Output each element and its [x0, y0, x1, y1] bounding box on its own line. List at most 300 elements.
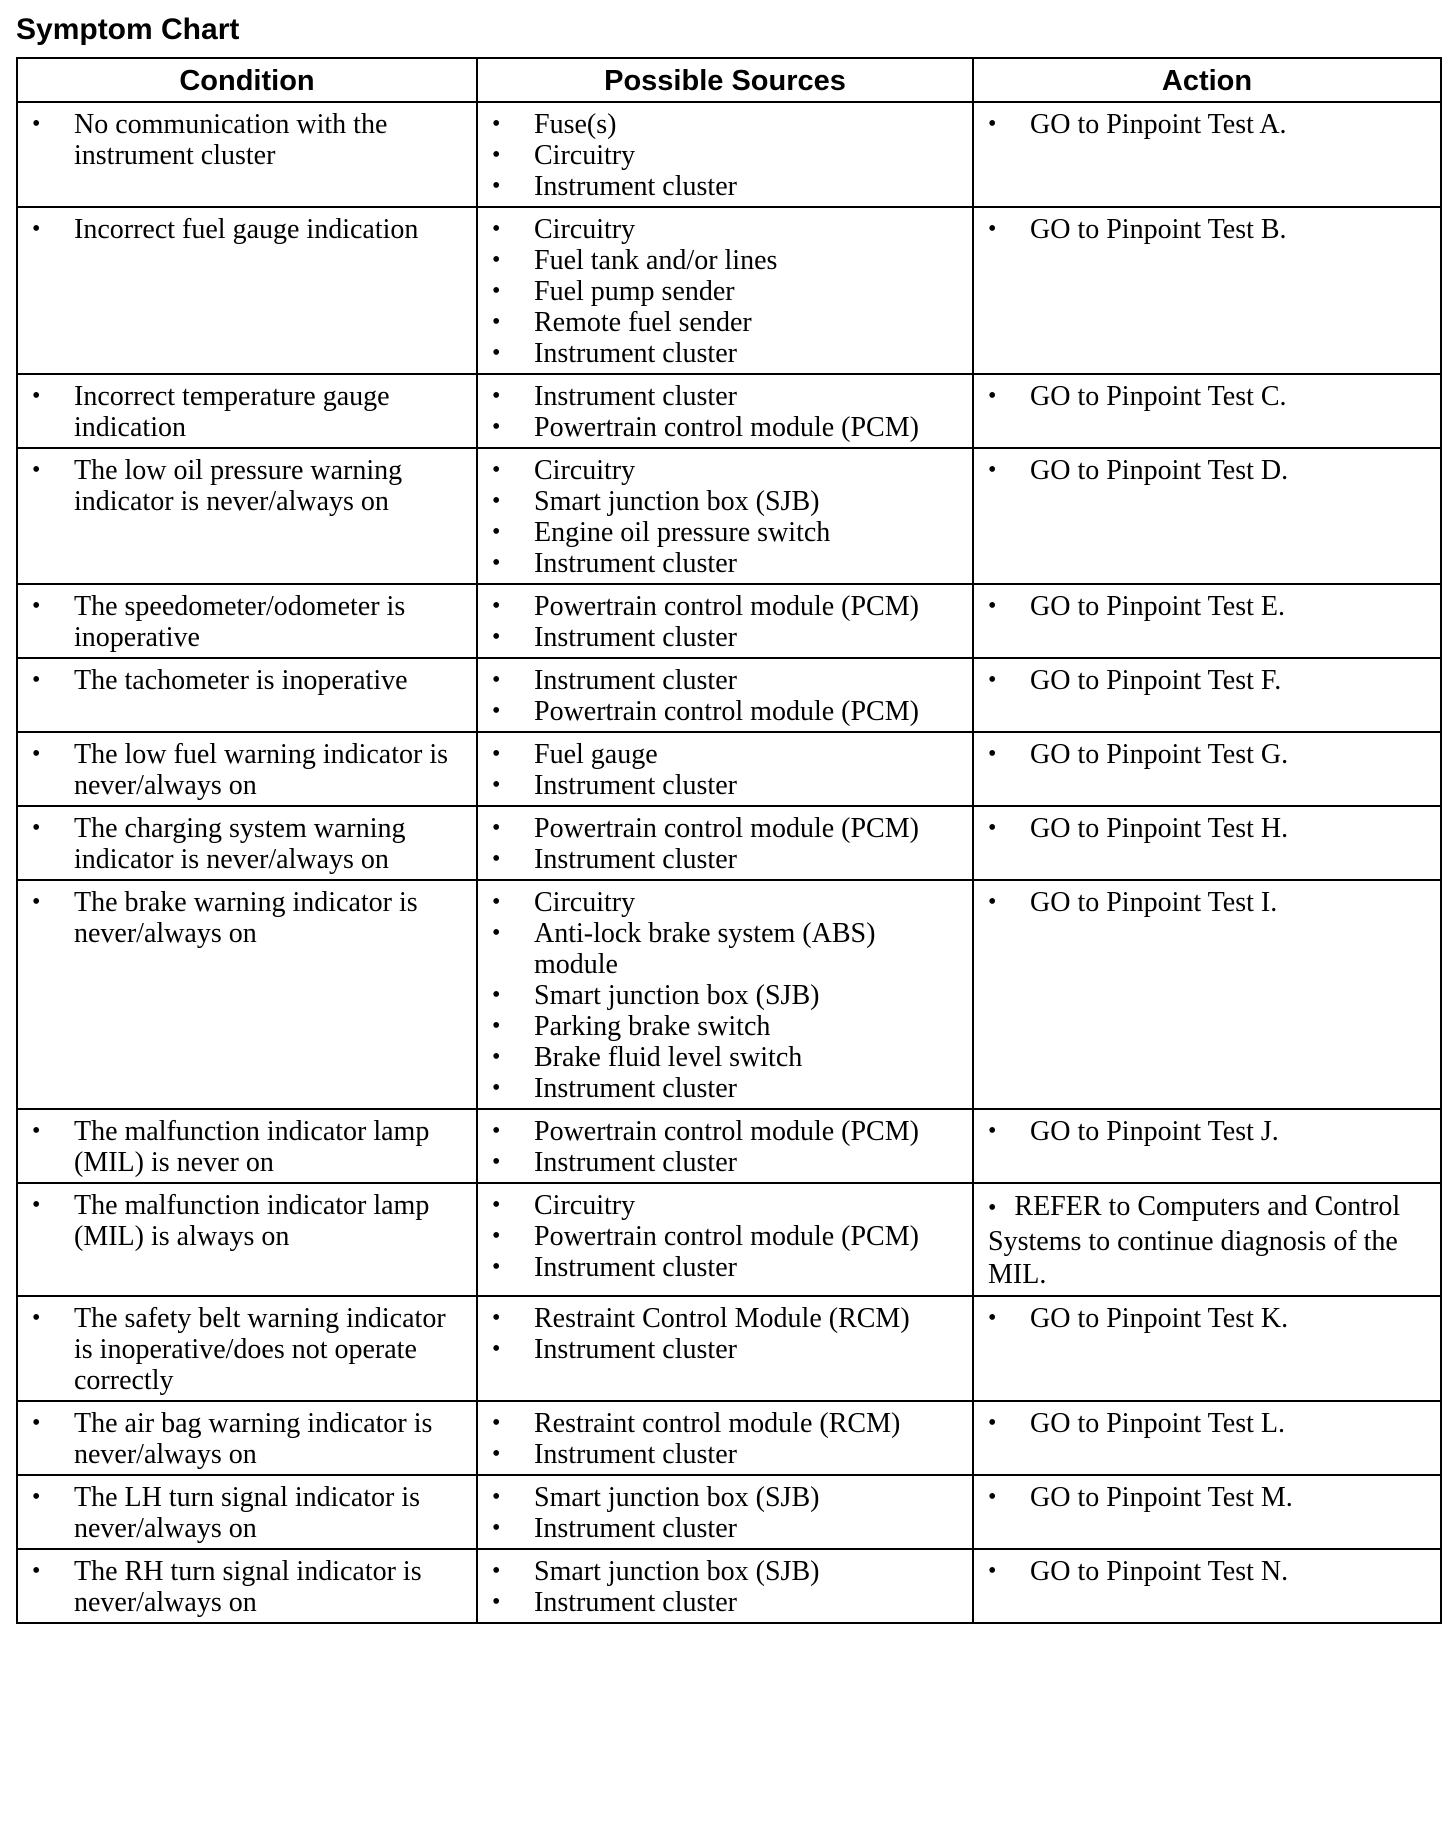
possible-source-item [478, 307, 962, 338]
bullet-icon: • [988, 593, 997, 619]
table-row [17, 1183, 1441, 1296]
possible-source-list [478, 881, 972, 1108]
condition-cell [17, 1109, 477, 1183]
possible-source-text: Engine oil pressure switch [534, 517, 831, 548]
bullet-icon: • [492, 1441, 501, 1467]
condition-item [18, 813, 466, 875]
action-item [974, 1408, 1430, 1439]
condition-item [18, 381, 466, 443]
possible-source-item [478, 1408, 962, 1439]
possible-source-item [478, 214, 962, 245]
action-list [974, 1402, 1440, 1443]
table-row [17, 448, 1441, 584]
action-text: GO to Pinpoint Test I. [1030, 887, 1278, 918]
table-body [17, 102, 1441, 1623]
condition-item [18, 1190, 466, 1252]
condition-text: The tachometer is inoperative [74, 665, 408, 696]
bullet-icon: • [32, 216, 41, 242]
condition-text: The brake warning indicator is never/always on [74, 887, 418, 949]
bullet-icon: • [492, 741, 501, 767]
action-text: GO to Pinpoint Test J. [1030, 1116, 1279, 1147]
bullet-icon: • [988, 815, 997, 841]
bullet-icon: • [492, 1410, 501, 1436]
condition-list [18, 659, 476, 700]
bullet-icon: • [492, 216, 501, 242]
condition-cell [17, 658, 477, 732]
bullet-icon: • [988, 1305, 997, 1331]
possible-source-cell [477, 806, 973, 880]
action-item [974, 1482, 1430, 1513]
condition-list [18, 1110, 476, 1182]
possible-source-text: Brake fluid level switch [534, 1042, 803, 1073]
action-cell [973, 102, 1441, 207]
bullet-icon: • [492, 698, 501, 724]
condition-text: Incorrect fuel gauge indication [74, 214, 419, 245]
action-text: GO to Pinpoint Test D. [1030, 455, 1289, 486]
condition-cell [17, 732, 477, 806]
condition-list [18, 1402, 476, 1474]
action-list [974, 733, 1440, 774]
bullet-icon: • [492, 667, 501, 693]
possible-source-text: Instrument cluster [534, 548, 737, 579]
possible-source-item [478, 517, 962, 548]
possible-source-text: Instrument cluster [534, 1334, 737, 1365]
action-text: GO to Pinpoint Test K. [1030, 1303, 1289, 1334]
bullet-icon: • [492, 1192, 501, 1218]
condition-cell [17, 584, 477, 658]
possible-source-text: Instrument cluster [534, 1587, 737, 1618]
possible-source-item [478, 813, 962, 844]
possible-source-item [478, 486, 962, 517]
bullet-icon: • [492, 1223, 501, 1249]
action-cell [973, 732, 1441, 806]
condition-item [18, 665, 466, 696]
possible-source-text: Parking brake switch [534, 1011, 771, 1042]
bullet-icon: • [492, 815, 501, 841]
bullet-icon: • [492, 519, 501, 545]
bullet-icon: • [492, 1254, 501, 1280]
condition-list [18, 208, 476, 249]
condition-list [18, 1476, 476, 1548]
possible-source-item [478, 887, 962, 918]
possible-source-text: Circuitry [534, 214, 636, 245]
possible-source-list [478, 208, 972, 373]
possible-source-item [478, 665, 962, 696]
possible-source-text: Powertrain control module (PCM) [534, 591, 919, 622]
table-row [17, 102, 1441, 207]
possible-source-cell [477, 207, 973, 374]
condition-cell [17, 880, 477, 1109]
bullet-icon: • [492, 278, 501, 304]
possible-source-text: Fuel pump sender [534, 276, 735, 307]
condition-list [18, 1550, 476, 1622]
possible-source-text: Instrument cluster [534, 1073, 737, 1104]
possible-source-list [478, 585, 972, 657]
table-row [17, 732, 1441, 806]
header-row [17, 58, 1441, 102]
bullet-icon: • [32, 1192, 41, 1218]
condition-text: The low oil pressure warning indicator is never/always on [74, 455, 403, 517]
bullet-icon: • [492, 889, 501, 915]
action-cell [973, 374, 1441, 448]
possible-source-text: Powertrain control module (PCM) [534, 1116, 919, 1147]
bullet-icon: • [492, 173, 501, 199]
condition-item [18, 214, 466, 245]
bullet-icon: • [492, 593, 501, 619]
bullet-icon: • [32, 889, 41, 915]
bullet-icon: • [988, 1410, 997, 1436]
bullet-icon: • [988, 667, 997, 693]
bullet-icon: • [492, 1484, 501, 1510]
bullet-icon: • [492, 247, 501, 273]
possible-source-text: Restraint Control Module (RCM) [534, 1303, 910, 1334]
action-list [974, 1297, 1440, 1338]
condition-text: The low fuel warning indicator is never/always on [74, 739, 449, 801]
condition-text: The malfunction indicator lamp (MIL) is always on [74, 1190, 430, 1252]
possible-source-list [478, 733, 972, 805]
condition-cell [17, 207, 477, 374]
action-text: REFER to Computers and Control Systems to continue diagnosis of the MIL. [988, 1191, 1401, 1290]
possible-source-list [478, 1402, 972, 1474]
condition-text: The charging system warning indicator is never/always on [74, 813, 406, 875]
possible-source-item [478, 980, 962, 1011]
possible-source-text: Smart junction box (SJB) [534, 980, 820, 1011]
possible-source-item [478, 1556, 962, 1587]
condition-text: The speedometer/odometer is inoperative [74, 591, 406, 653]
action-cell [973, 1401, 1441, 1475]
possible-source-cell [477, 1401, 973, 1475]
possible-source-item [478, 1252, 962, 1283]
condition-cell [17, 448, 477, 584]
possible-source-list [478, 375, 972, 447]
bullet-icon: • [32, 111, 41, 137]
possible-source-text: Instrument cluster [534, 381, 737, 412]
bullet-icon: • [32, 1484, 41, 1510]
bullet-icon: • [492, 383, 501, 409]
bullet-icon: • [492, 414, 501, 440]
table-row [17, 207, 1441, 374]
possible-source-text: Instrument cluster [534, 770, 737, 801]
possible-source-cell [477, 1183, 973, 1296]
table-row [17, 1549, 1441, 1623]
table-row [17, 1296, 1441, 1401]
possible-source-item [478, 1513, 962, 1544]
condition-item [18, 1408, 466, 1470]
condition-item [18, 1303, 466, 1396]
bullet-icon: • [492, 920, 501, 946]
condition-text: No communication with the instrument cluster [74, 109, 388, 171]
possible-source-text: Instrument cluster [534, 665, 737, 696]
possible-source-list [478, 1110, 972, 1182]
possible-source-list [478, 1476, 972, 1548]
action-item [974, 739, 1430, 770]
bullet-icon: • [492, 1589, 501, 1615]
bullet-icon: • [32, 457, 41, 483]
possible-source-text: Instrument cluster [534, 1513, 737, 1544]
possible-source-item [478, 381, 962, 412]
bullet-icon: • [492, 1558, 501, 1584]
bullet-icon: • [492, 846, 501, 872]
condition-text: Incorrect temperature gauge indication [74, 381, 390, 443]
page-title: Symptom Chart [16, 13, 240, 46]
possible-source-text: Circuitry [534, 140, 636, 171]
possible-source-text: Restraint control module (RCM) [534, 1408, 901, 1439]
condition-list [18, 103, 476, 175]
condition-item [18, 1482, 466, 1544]
table-row [17, 1401, 1441, 1475]
condition-list [18, 1184, 476, 1256]
action-list [974, 881, 1440, 922]
bullet-icon: • [492, 309, 501, 335]
possible-source-list [478, 1550, 972, 1622]
action-text: GO to Pinpoint Test C. [1030, 381, 1287, 412]
possible-source-cell [477, 880, 973, 1109]
action-text: GO to Pinpoint Test L. [1030, 1408, 1285, 1439]
bullet-icon: • [988, 1195, 997, 1221]
action-list [974, 807, 1440, 848]
possible-source-item [478, 918, 962, 980]
condition-list [18, 733, 476, 805]
action-cell [973, 1475, 1441, 1549]
possible-source-list [478, 449, 972, 583]
possible-source-item [478, 844, 962, 875]
possible-source-item [478, 412, 962, 443]
bullet-icon: • [492, 1075, 501, 1101]
table-row [17, 658, 1441, 732]
possible-source-item [478, 171, 962, 202]
possible-source-cell [477, 1296, 973, 1401]
possible-source-cell [477, 732, 973, 806]
table-row [17, 584, 1441, 658]
action-item [974, 214, 1430, 245]
action-list [974, 208, 1440, 249]
possible-source-text: Fuel gauge [534, 739, 658, 770]
action-item [974, 1556, 1430, 1587]
possible-source-item [478, 1482, 962, 1513]
bullet-icon: • [988, 1558, 997, 1584]
action-cell [973, 1183, 1441, 1296]
condition-cell [17, 374, 477, 448]
header-condition: Condition [17, 58, 477, 102]
condition-list [18, 585, 476, 657]
bullet-icon: • [32, 383, 41, 409]
bullet-icon: • [32, 1558, 41, 1584]
bullet-icon: • [32, 1410, 41, 1436]
bullet-icon: • [32, 593, 41, 619]
condition-text: The air bag warning indicator is never/always on [74, 1408, 433, 1470]
possible-source-text: Powertrain control module (PCM) [534, 696, 919, 727]
bullet-icon: • [492, 1149, 501, 1175]
action-cell [973, 880, 1441, 1109]
condition-item [18, 591, 466, 653]
action-list [974, 1476, 1440, 1517]
possible-source-item [478, 622, 962, 653]
possible-source-text: Smart junction box (SJB) [534, 1556, 820, 1587]
possible-source-cell [477, 102, 973, 207]
condition-item [18, 1116, 466, 1178]
bullet-icon: • [32, 667, 41, 693]
bullet-icon: • [988, 1484, 997, 1510]
action-list [974, 375, 1440, 416]
header-action: Action [973, 58, 1441, 102]
condition-list [18, 807, 476, 879]
possible-source-item [478, 1147, 962, 1178]
action-list [974, 1550, 1440, 1591]
condition-cell [17, 1296, 477, 1401]
bullet-icon: • [492, 1013, 501, 1039]
possible-source-text: Instrument cluster [534, 622, 737, 653]
bullet-icon: • [492, 1118, 501, 1144]
possible-source-list [478, 1184, 972, 1287]
condition-text: The RH turn signal indicator is never/always on [74, 1556, 422, 1618]
action-cell [973, 207, 1441, 374]
action-list [974, 1110, 1440, 1151]
condition-list [18, 449, 476, 521]
condition-cell [17, 102, 477, 207]
possible-source-item [478, 1116, 962, 1147]
condition-cell [17, 806, 477, 880]
bullet-icon: • [492, 142, 501, 168]
condition-text: The malfunction indicator lamp (MIL) is never on [74, 1116, 430, 1178]
action-text: GO to Pinpoint Test B. [1030, 214, 1287, 245]
bullet-icon: • [32, 815, 41, 841]
possible-source-text: Instrument cluster [534, 171, 737, 202]
bullet-icon: • [492, 550, 501, 576]
bullet-icon: • [32, 1118, 41, 1144]
possible-source-item [478, 109, 962, 140]
action-item [974, 109, 1430, 140]
action-cell [973, 806, 1441, 880]
condition-item [18, 1556, 466, 1618]
possible-source-item [478, 245, 962, 276]
possible-source-text: Circuitry [534, 887, 636, 918]
possible-source-cell [477, 658, 973, 732]
condition-cell [17, 1475, 477, 1549]
bullet-icon: • [988, 889, 997, 915]
action-cell [973, 658, 1441, 732]
possible-source-list [478, 103, 972, 206]
action-item [974, 381, 1430, 412]
possible-source-text: Instrument cluster [534, 338, 737, 369]
condition-list [18, 881, 476, 953]
possible-source-item [478, 1587, 962, 1618]
bullet-icon: • [492, 111, 501, 137]
table-row [17, 1475, 1441, 1549]
header-possible-sources: Possible Sources [477, 58, 973, 102]
action-item [974, 1116, 1430, 1147]
possible-source-item [478, 548, 962, 579]
symptom-chart-table [16, 57, 1442, 1624]
possible-source-item [478, 1011, 962, 1042]
bullet-icon: • [492, 1336, 501, 1362]
possible-source-text: Powertrain control module (PCM) [534, 1221, 919, 1252]
possible-source-text: Instrument cluster [534, 1439, 737, 1470]
possible-source-text: Powertrain control module (PCM) [534, 412, 919, 443]
bullet-icon: • [492, 1044, 501, 1070]
possible-source-text: Fuse(s) [534, 109, 617, 140]
possible-source-cell [477, 584, 973, 658]
table-row [17, 806, 1441, 880]
possible-source-text: Instrument cluster [534, 1252, 737, 1283]
action-text: GO to Pinpoint Test E. [1030, 591, 1285, 622]
possible-source-item [478, 1439, 962, 1470]
action-item [974, 591, 1430, 622]
possible-source-cell [477, 448, 973, 584]
table-row [17, 1109, 1441, 1183]
action-list [974, 659, 1440, 700]
bullet-icon: • [988, 383, 997, 409]
possible-source-item [478, 455, 962, 486]
condition-item [18, 887, 466, 949]
bullet-icon: • [988, 216, 997, 242]
possible-source-item [478, 140, 962, 171]
bullet-icon: • [492, 624, 501, 650]
action-cell [973, 584, 1441, 658]
bullet-icon: • [492, 982, 501, 1008]
possible-source-item [478, 338, 962, 369]
bullet-icon: • [988, 741, 997, 767]
action-item [974, 665, 1430, 696]
condition-item [18, 455, 466, 517]
possible-source-list [478, 659, 972, 731]
bullet-icon: • [492, 772, 501, 798]
action-list [974, 585, 1440, 626]
bullet-icon: • [492, 1515, 501, 1541]
condition-item [18, 739, 466, 801]
possible-source-cell [477, 374, 973, 448]
bullet-icon: • [988, 1118, 997, 1144]
bullet-icon: • [492, 457, 501, 483]
possible-source-item [478, 1073, 962, 1104]
action-text: GO to Pinpoint Test M. [1030, 1482, 1293, 1513]
possible-source-cell [477, 1109, 973, 1183]
possible-source-item [478, 1221, 962, 1252]
action-cell [973, 448, 1441, 584]
bullet-icon: • [492, 340, 501, 366]
action-text: GO to Pinpoint Test F. [1030, 665, 1282, 696]
action-cell [973, 1109, 1441, 1183]
action-cell [973, 1296, 1441, 1401]
action-list [974, 449, 1440, 490]
possible-source-item [478, 1334, 962, 1365]
action-item [974, 813, 1430, 844]
condition-text: The safety belt warning indicator is inoperative/does not operate correctly [74, 1303, 446, 1396]
possible-source-list [478, 1297, 972, 1369]
action-item [974, 887, 1430, 918]
action-text: GO to Pinpoint Test G. [1030, 739, 1289, 770]
condition-list [18, 375, 476, 447]
possible-source-item [478, 1303, 962, 1334]
possible-source-text: Powertrain control module (PCM) [534, 813, 919, 844]
table-row [17, 374, 1441, 448]
table-row [17, 880, 1441, 1109]
possible-source-text: Smart junction box (SJB) [534, 1482, 820, 1513]
bullet-icon: • [32, 741, 41, 767]
bullet-icon: • [492, 1305, 501, 1331]
action-text: GO to Pinpoint Test N. [1030, 1556, 1289, 1587]
possible-source-text: Remote fuel sender [534, 307, 752, 338]
possible-source-cell [477, 1475, 973, 1549]
possible-source-cell [477, 1549, 973, 1623]
condition-cell [17, 1183, 477, 1296]
action-text: GO to Pinpoint Test H. [1030, 813, 1289, 844]
possible-source-text: Fuel tank and/or lines [534, 245, 778, 276]
possible-source-text: Instrument cluster [534, 844, 737, 875]
possible-source-list [478, 807, 972, 879]
possible-source-item [478, 1042, 962, 1073]
possible-source-text: Circuitry [534, 1190, 636, 1221]
possible-source-item [478, 591, 962, 622]
